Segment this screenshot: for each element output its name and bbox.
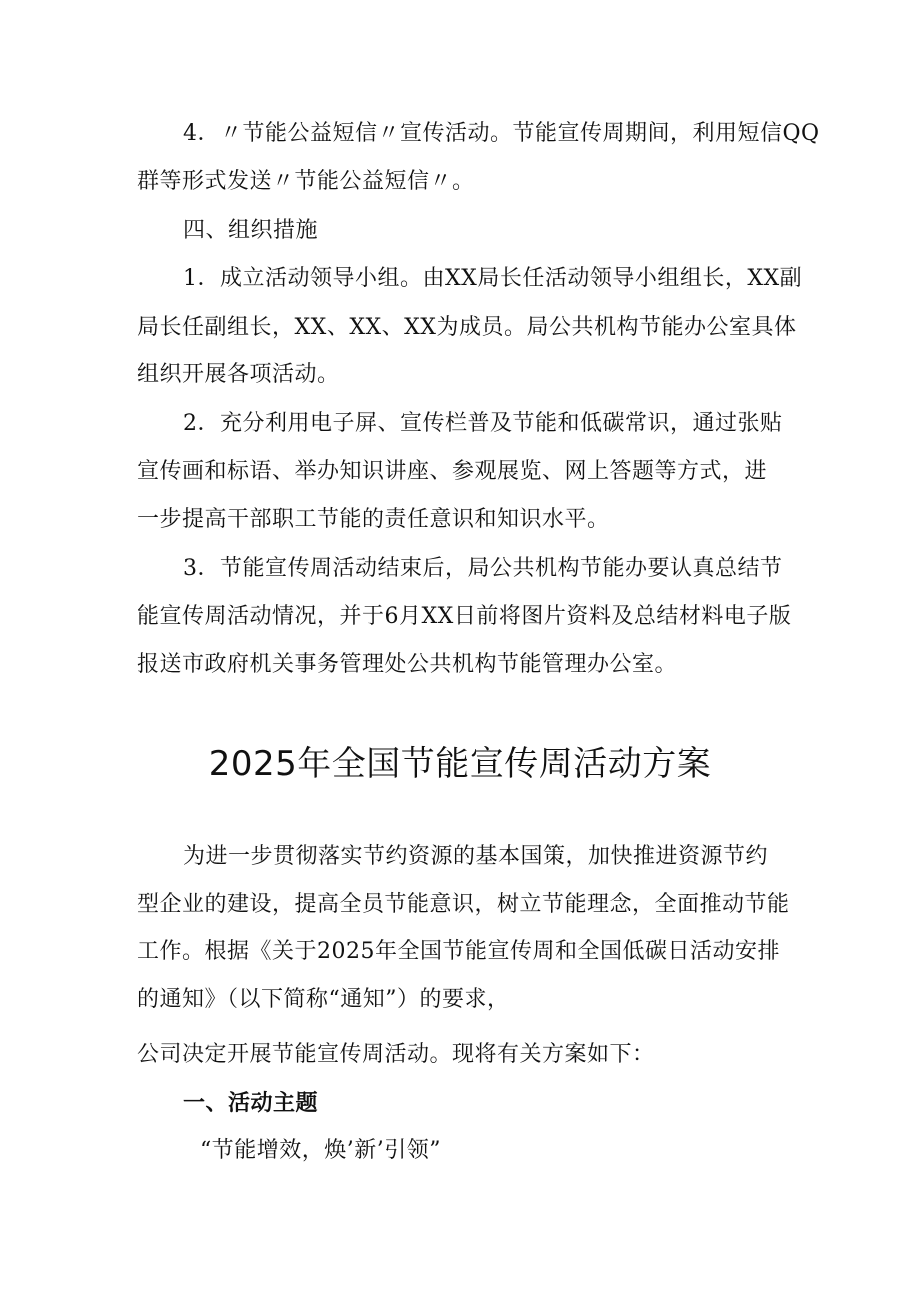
measure1-line-3: 组织开展各项活动。 <box>137 362 340 387</box>
intro-line-2: 型企业的建设，提高全员节能意识，树立节能理念，全面推动节能 <box>137 892 790 917</box>
measure3-line-1: 3．节能宣传周活动结束后，局公共机构节能办要认真总结节 <box>183 556 783 581</box>
section4-heading: 四、组织措施 <box>183 218 319 243</box>
theme-text: “节能增效，焕’新’引领” <box>200 1138 441 1163</box>
measure1-line-1: 1．成立活动领导小组。由XX局长任活动领导小组组长，XX副 <box>183 266 803 291</box>
intro-line-4: 的通知》（以下简称“通知”）的要求， <box>137 987 510 1012</box>
intro-line-3: 工作。根据《关于2025年全国节能宣传周和全国低碳日活动安排 <box>137 939 780 964</box>
measure2-line-1: 2．充分利用电子屏、宣传栏普及节能和低碳常识，通过张贴 <box>183 411 783 436</box>
intro-line-1: 为进一步贯彻落实节约资源的基本国策，加快推进资源节约 <box>183 844 769 869</box>
measure2-line-3: 一步提高干部职工节能的责任意识和知识水平。 <box>137 507 610 532</box>
document-title: 2025年全国节能宣传周活动方案 <box>208 744 712 784</box>
measure3-line-2: 能宣传周活动情况，并于6月XX日前将图片资料及总结材料电子版 <box>137 604 792 629</box>
measure3-line-3: 报送市政府机关事务管理处公共机构节能管理办公室。 <box>137 652 678 677</box>
item4-line-1: 4．〃节能公益短信〃宣传活动。节能宣传周期间，利用短信QQ <box>183 121 820 146</box>
intro-line-5: 公司决定开展节能宣传周活动。现将有关方案如下： <box>137 1042 655 1067</box>
item4-line-2: 群等形式发送〃节能公益短信〃。 <box>137 169 475 194</box>
measure1-line-2: 局长任副组长，XX、XX、XX为成员。局公共机构节能办公室具体 <box>137 315 797 340</box>
measure2-line-2: 宣传画和标语、举办知识讲座、参观展览、网上答题等方式，进 <box>137 459 768 484</box>
section1-heading: 一、活动主题 <box>183 1090 319 1116</box>
